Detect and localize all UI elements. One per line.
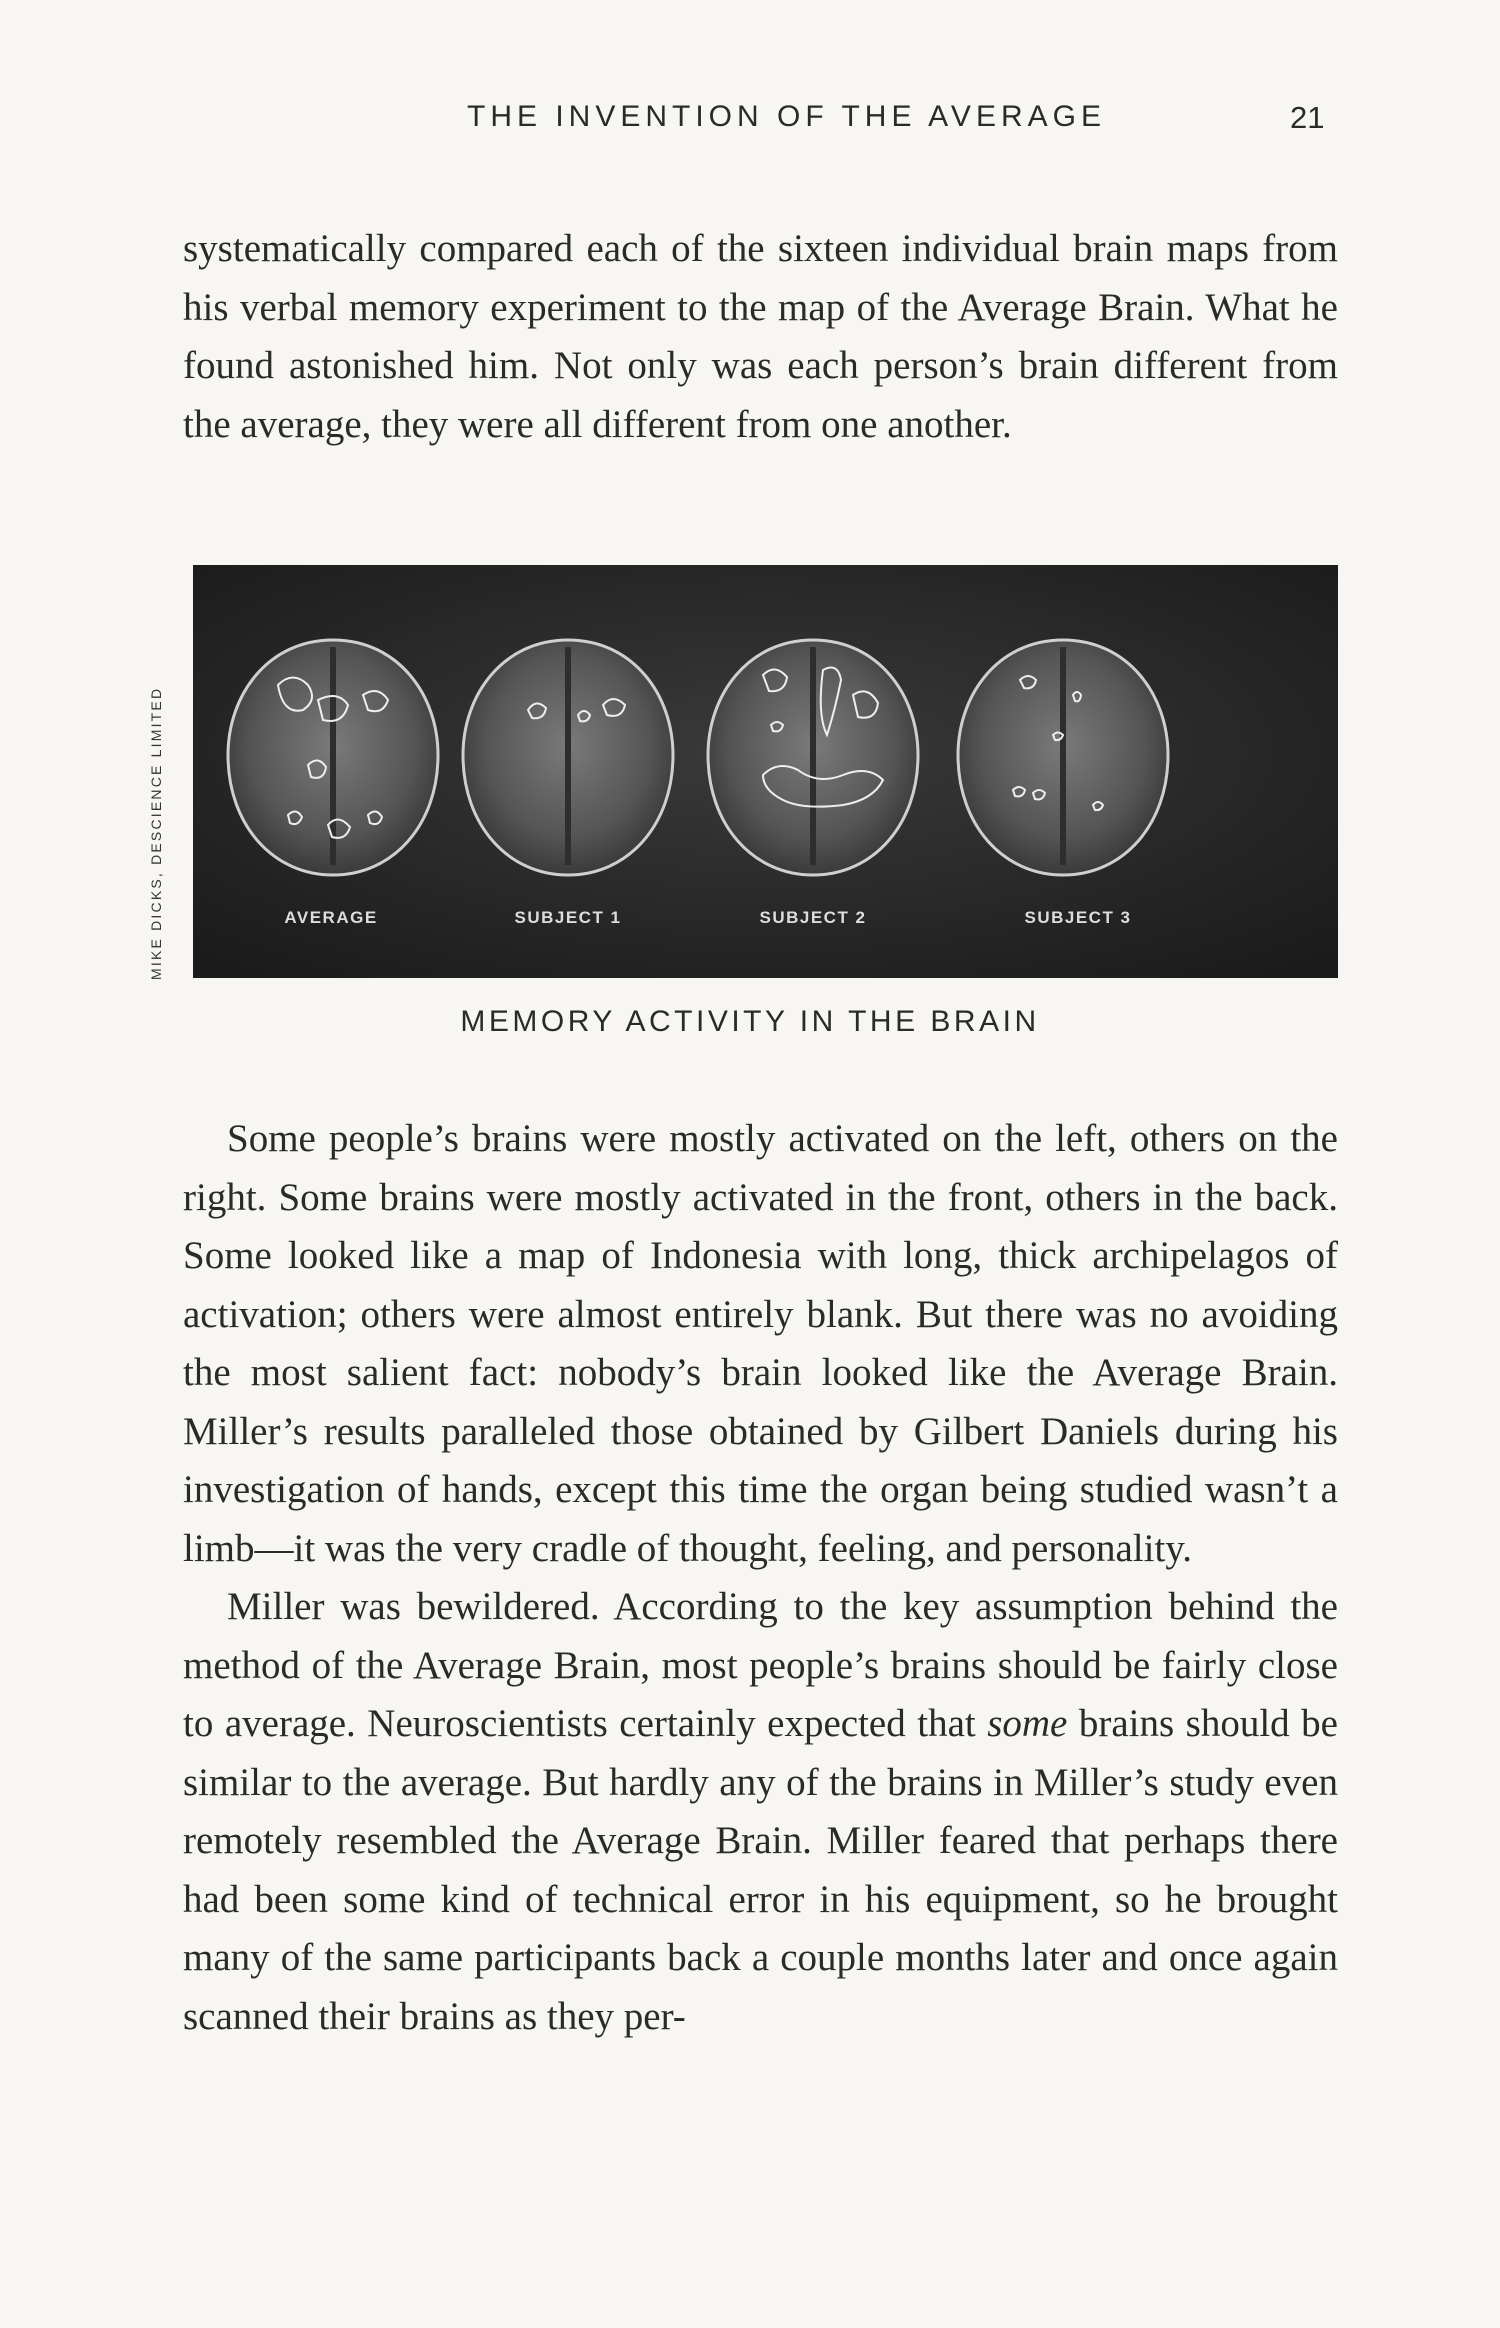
running-head: THE INVENTION OF THE AVERAGE: [467, 100, 1106, 133]
emphasis-text: some: [987, 1702, 1068, 1745]
brain-scan-figure: [193, 565, 1338, 978]
paragraph-text: [183, 1578, 1338, 2046]
page-number: 21: [1290, 100, 1325, 135]
body-paragraphs: [183, 1110, 1338, 2046]
figure-caption: MEMORY ACTIVITY IN THE BRAIN: [460, 1005, 1040, 1038]
page-header: [0, 100, 1500, 150]
paragraph-continuation: [183, 220, 1338, 454]
paragraph-text: Some people’s brains were mostly activated on the left, others on the right. Some brains were mostly activated in the front, others in the back. Some looked like a map of Indonesia with long, thick archipelagos of activation; others were almost entirely blank. But there was no avoiding the most salient fact: nobody’s brain looked like the Average Brain. Miller’s results paralleled those obtained by Gilbert Daniels during his investigation of hands, except this time the organ being studied wasn’t a limb—it was the very cradle of thought, feeling, and personality.: [183, 1117, 1338, 1570]
panel-label-subject-1: SUBJECT 1: [514, 908, 622, 927]
paragraph-text-span: brains should be similar to the average. But hardly any of the brains in Miller’s study even remotely resembled the Average Brain. Miller feared that perhaps there had been some kind of technical error in his equipment, so he brought many of the same participants back a couple months later and once again scanned their brains as they per-: [183, 1702, 1338, 2038]
panel-label-average: AVERAGE: [284, 908, 378, 927]
paragraph-text: systematically compared each of the sixteen individual brain maps from his verbal memory experiment to the map of the Average Brain. What he found astonished him. Not only was each person’s brain different from the average, they were all different from one another.: [183, 227, 1338, 446]
panel-label-subject-3: SUBJECT 3: [1024, 908, 1132, 927]
paragraph-text-span: Miller was bewildered. According to the key assumption behind the method of the Average Brain, most people’s brains should be fairly close to average. Neuroscientists certainly expected that: [183, 1585, 1338, 1745]
photo-credit: MIKE DICKS, DESCIENCE LIMITED: [148, 686, 164, 980]
panel-label-subject-2: SUBJECT 2: [759, 908, 867, 927]
brain-scan-panels: [193, 565, 1338, 978]
